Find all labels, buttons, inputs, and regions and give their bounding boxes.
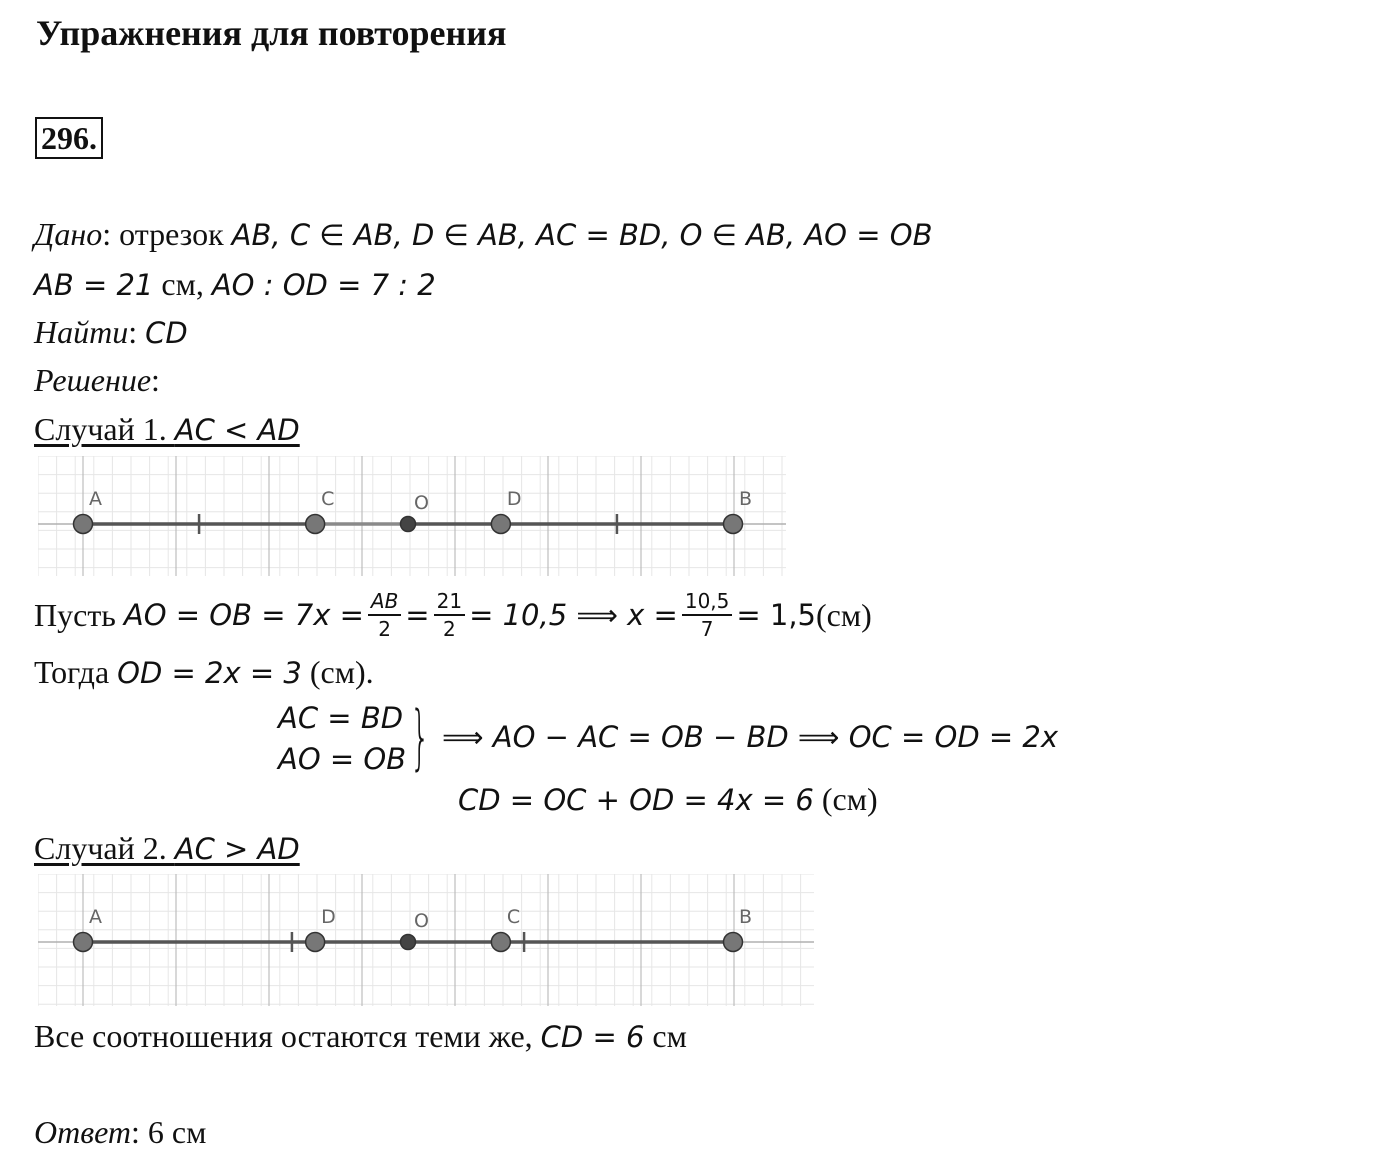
point-label-o: O [414, 910, 429, 932]
given-prefix: отрезок [119, 216, 232, 252]
given-unit: см, [153, 266, 212, 302]
point-a [74, 515, 93, 534]
answer-sep: : [131, 1114, 148, 1150]
case1-unit2: (см). [301, 654, 374, 690]
case1-eq2: = 10,5 ⟹ x = [469, 598, 678, 632]
solution-label: Решение [34, 362, 152, 398]
fraction-denominator: 2 [442, 617, 456, 641]
case1-step1 [34, 590, 872, 640]
problem-number: 296. [35, 117, 103, 159]
point-label-c: C [506, 906, 521, 928]
case2-conclusion-math: CD = 6 [540, 1020, 645, 1054]
system-top [278, 697, 403, 738]
given-line [34, 214, 932, 255]
fraction-21-over-2 [434, 590, 465, 640]
given-conditions: AB, C ∈ AB, D ∈ AB, AC = BD, O ∈ AB, AO = OB [231, 218, 933, 252]
case1-result-math: CD = OC + OD = 4x = 6 [458, 783, 814, 817]
find-label: Найти [34, 314, 129, 350]
case1-segment-diagram [38, 456, 786, 576]
point-label-a: A [89, 906, 102, 928]
fraction-numerator: 10,5 [682, 590, 733, 616]
point-label-b: B [739, 488, 753, 510]
case2-segment-diagram [38, 874, 814, 1006]
fraction-denominator: 7 [700, 617, 714, 641]
system-brace: } [410, 696, 431, 778]
given-ratio: AO : OD = 7 : 2 [211, 268, 436, 302]
implication-math: ⟹ AO − AC = OB − BD ⟹ OC = OD = 2x [442, 720, 1059, 754]
case2-conclusion-unit: см [644, 1018, 687, 1054]
given-ab-length: AB = 21 [34, 268, 154, 302]
case2-conclusion-text: Все соотношения остаются теми же, [34, 1018, 541, 1054]
case1-unit1: (см) [816, 597, 872, 633]
answer-label: Ответ [34, 1114, 131, 1150]
point-label-d: D [321, 906, 336, 928]
find-value: CD [145, 316, 188, 350]
point-a [74, 933, 93, 952]
point-b [724, 515, 743, 534]
case1-step1-math: AO = OB = 7x = [123, 598, 364, 632]
system-equation-bottom: AO = OB [278, 742, 407, 776]
case1-heading [34, 409, 300, 450]
answer-line [34, 1112, 206, 1152]
case1-result [458, 779, 878, 820]
case1-heading-text: Случай 1. [34, 411, 175, 447]
case1-eq1: = [405, 598, 430, 632]
point-c [306, 515, 325, 534]
case1-step2-math: OD = 2x = 3 [117, 656, 302, 690]
case1-eq3: = 1,5 [736, 598, 817, 632]
point-d [491, 515, 510, 534]
point-label-a: A [89, 488, 102, 510]
solution-sep: : [151, 362, 160, 398]
fraction-numerator: AB [368, 590, 401, 616]
given-line-2 [34, 264, 436, 305]
point-c [491, 933, 510, 952]
system-equation-top: AC = BD [278, 701, 404, 735]
case1-step1-word: Пусть [34, 597, 116, 633]
case2-heading-text: Случай 2. [34, 830, 175, 866]
case1-step2-word: Тогда [34, 654, 118, 690]
solution-line [34, 360, 160, 400]
point-b [724, 933, 743, 952]
case2-heading-math: AC > AD [174, 832, 300, 866]
point-label-o: O [414, 492, 429, 514]
fraction-denominator: 2 [378, 617, 391, 641]
page-title: Упражнения для повторения [36, 13, 507, 53]
find-sep: : [128, 314, 146, 350]
point-o [401, 517, 416, 532]
case1-step2 [34, 652, 374, 693]
given-sep: : [102, 216, 120, 252]
fraction-numerator: 21 [434, 590, 465, 616]
given-label: Дано [34, 216, 103, 252]
find-line [34, 312, 188, 353]
point-label-b: B [739, 906, 753, 928]
system-bottom [278, 738, 406, 779]
fraction-ab-over-2 [368, 590, 401, 640]
case1-heading-math: AC < AD [174, 413, 300, 447]
point-label-c: C [321, 488, 335, 510]
point-label-d: D [506, 488, 522, 510]
case2-heading [34, 828, 300, 869]
fraction-10-5-over-7 [682, 590, 733, 640]
system-implication [442, 716, 1058, 757]
point-d [306, 933, 325, 952]
point-o [401, 935, 416, 950]
case2-conclusion [34, 1016, 687, 1057]
answer-value: 6 см [147, 1114, 207, 1150]
case1-result-unit: (см) [813, 781, 878, 817]
